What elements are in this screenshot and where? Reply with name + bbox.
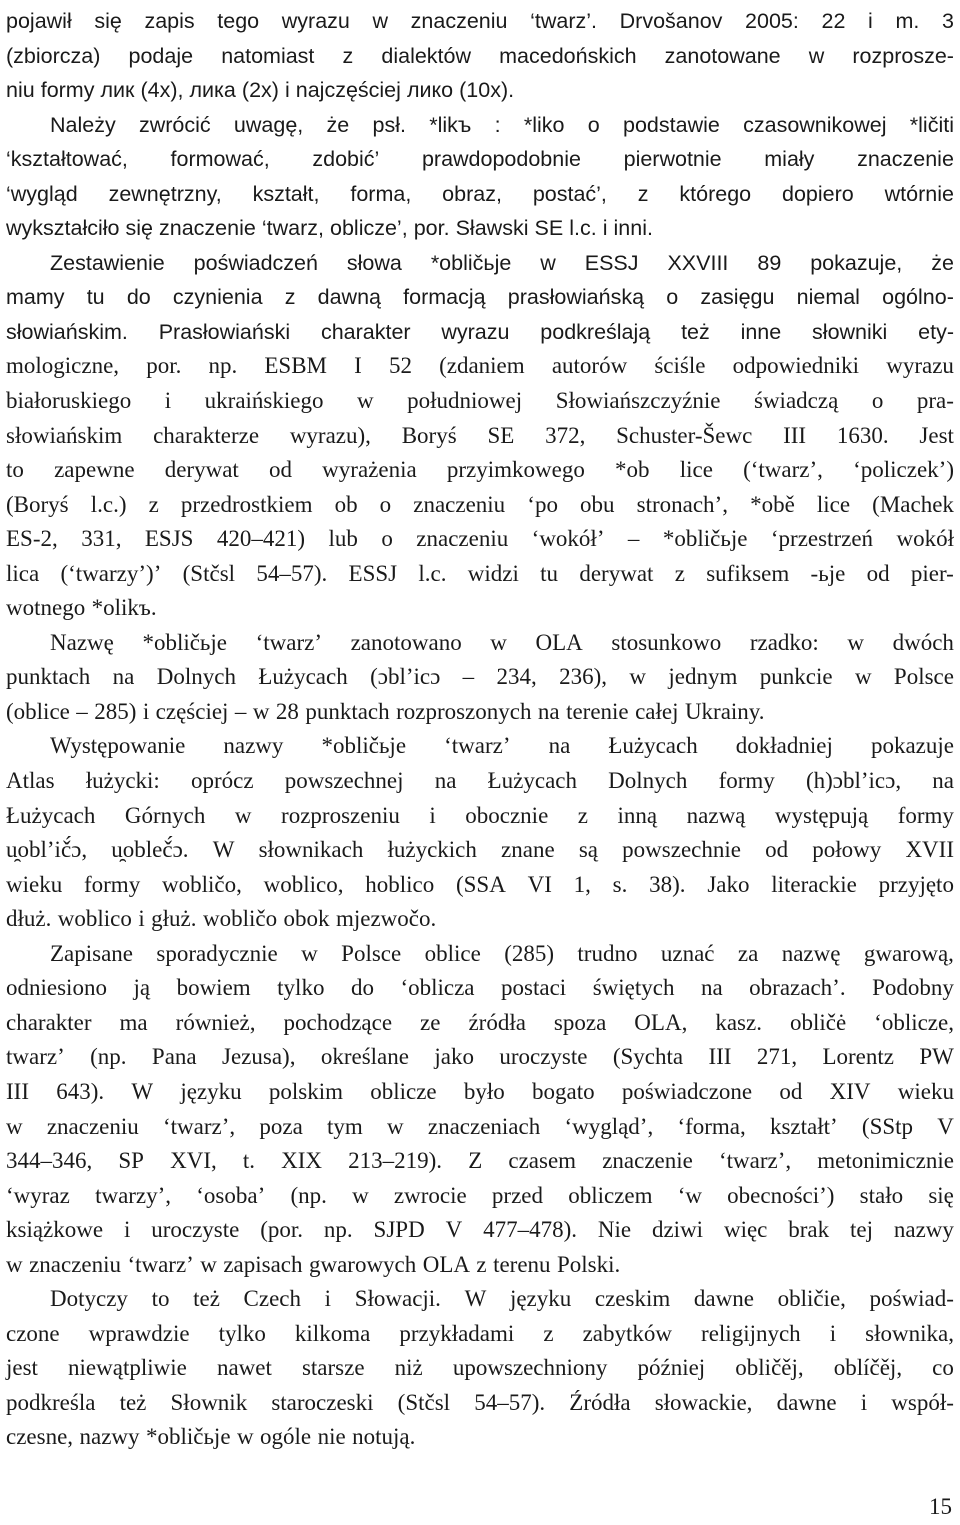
text-line: punktach na Dolnych Łużycach (ɔbl’icɔ – 234, 236), w jednym punkcie w Polsce xyxy=(6,664,954,690)
text-line: u̯obl’ič́ɔ, u̯obleč́ɔ. W słownikach łużyckich znane są powszechnie od połowy XVII xyxy=(6,837,954,863)
text-line: lica (‘twarzy’)’ (Stčsl 54–57). ESSJ l.c. widzi tu derywat z sufiksem -ьje od pier- xyxy=(6,560,954,586)
text-line: (oblice – 285) i częściej – w 28 punktach rozproszonych na terenie całej Ukrainy. xyxy=(6,698,765,724)
text-line: jest niewątpliwie nawet starsze niż upowszechniony później obličěj, oblíčěj, co xyxy=(6,1355,954,1381)
text-line: wieku formy wobličo, woblico, hoblico (SSA VI 1, s. 38). Jako literackie przyjęto xyxy=(6,871,954,897)
text-line: Zapisane sporadycznie w Polsce oblice (285) trudno uznać za nazwę gwarową, xyxy=(50,940,954,966)
text-block xyxy=(6,4,954,1455)
text-line: wykształciło się znaczenie ‘twarz, oblicze’, por. Sławski SE l.c. i inni. xyxy=(6,216,653,241)
text-line: ES-2, 331, ESJS 420–421) lub o znaczeniu ‘wokół’ – *obličьje ‘przestrzeń wokół xyxy=(6,526,954,552)
text-line: czone wprawdzie tylko kilkoma przykładami z zabytków religijnych i słownika, xyxy=(6,1320,954,1346)
text-line: dłuż. woblico i głuż. wobličo obok mjezwočo. xyxy=(6,906,437,932)
text-line: słowiańskim charakterze wyrazu), Boryś SE 372, Schuster-Šewc III 1630. Jest xyxy=(6,422,954,448)
text-line: niu formy лик (4x), лика (2x) i najczęściej лико (10x). xyxy=(6,78,515,103)
text-line: słowiańskim. Prasłowiański charakter wyrazu podkreślają też inne słowniki ety- xyxy=(6,319,954,344)
text-line: (Boryś l.c.) z przedrostkiem ob o znaczeniu ‘po obu stronach’, *obě lice (Machek xyxy=(6,491,954,517)
text-line: w znaczeniu ‘twarz’ w zapisach gwarowych OLA z terenu Polski. xyxy=(6,1251,621,1277)
text-line: Atlas łużycki: oprócz powszechnej na Łużycach Dolnych formy (h)ɔbl’icɔ, na xyxy=(6,768,954,794)
text-line: Łużycach Górnych w rozproszeniu i obocznie z inną nazwą występują formy xyxy=(6,802,954,828)
text-line: III 643). W języku polskim oblicze było bogato poświadczone od XIV wieku xyxy=(6,1078,954,1104)
text-line: (zbiorcza) podaje natomiast z dialektów macedońskich zanotowane w rozprosze- xyxy=(6,43,954,68)
text-line: charakter ma również, pochodzące ze źródła spoza OLA, kasz. obličė ‘oblicze, xyxy=(6,1009,954,1035)
text-line: twarz’ (np. Pana Jezusa), określane jako uroczyste (Sychta III 271, Lorentz PW xyxy=(6,1044,954,1070)
text-line: ‘kształtować, formować, zdobić’ prawdopodobnie pierwotnie miały znaczenie xyxy=(6,147,954,172)
text-line: ‘wyraz twarzy’, ‘osoba’ (np. w zwrocie przed obliczem ‘w obecności’) stało się xyxy=(6,1182,954,1208)
page-number: 15 xyxy=(929,1494,952,1519)
text-line: pojawił się zapis tego wyrazu w znaczeniu ‘twarz’. Drvošanov 2005: 22 i m. 3 xyxy=(6,9,954,33)
text-line: Występowanie nazwy *obličьje ‘twarz’ na Łużycach dokładniej pokazuje xyxy=(50,733,954,759)
text-line: Dotyczy to też Czech i Słowacji. W języku czeskim dawne obličie, poświad- xyxy=(50,1286,954,1312)
text-line: książkowe i uroczyste (por. np. SJPD V 477–478). Nie dziwi więc brak tej nazwy xyxy=(6,1217,954,1243)
text-line: mamy tu do czynienia z dawną formacją prasłowiańską o zasięgu niemal ogólno- xyxy=(6,285,954,310)
text-line: odniesiono ją bowiem tylko do ‘oblicza postaci świętych na obrazach’. Podobny xyxy=(6,975,954,1001)
text-line: mologiczne, por. np. ESBM I 52 (zdaniem autorów ściśle odpowiedniki wyrazu xyxy=(6,353,954,379)
text-line: ‘wygląd zewnętrzny, kształt, forma, obraz, postać’, z którego dopiero wtórnie xyxy=(6,181,954,206)
text-line: Należy zwrócić uwagę, że psł. *likъ : *liko o podstawie czasownikowej *ličiti xyxy=(50,112,954,137)
text-line: w znaczeniu ‘twarz’, poza tym w znaczeniach ‘wygląd’, ‘forma, kształt’ (SStp V xyxy=(6,1113,954,1139)
text-line: białoruskiego i ukraińskiego w południowej Słowiańszczyźnie świadczą o pra- xyxy=(6,388,954,414)
text-line: to zapewne derywat od wyrażenia przyimkowego *ob lice (‘twarz’, ‘policzek’) xyxy=(6,457,954,483)
text-line: Zestawienie poświadczeń słowa *obličьje w ESSJ XXVIII 89 pokazuje, że xyxy=(50,250,954,275)
text-line: czesne, nazwy *obličьje w ogóle nie notują. xyxy=(6,1424,416,1450)
text-line: podkreśla też Słownik staroczeski (Stčsl 54–57). Źródła słowackie, dawne i współ- xyxy=(6,1389,954,1415)
text-line: wotnego *olikъ. xyxy=(6,595,157,621)
text-line: 344–346, SP XVI, t. XIX 213–219). Z czasem znaczenie ‘twarz’, metonimicznie xyxy=(6,1148,954,1174)
text-line: Nazwę *obličьje ‘twarz’ zanotowano w OLA stosunkowo rzadko: w dwóch xyxy=(50,629,954,655)
